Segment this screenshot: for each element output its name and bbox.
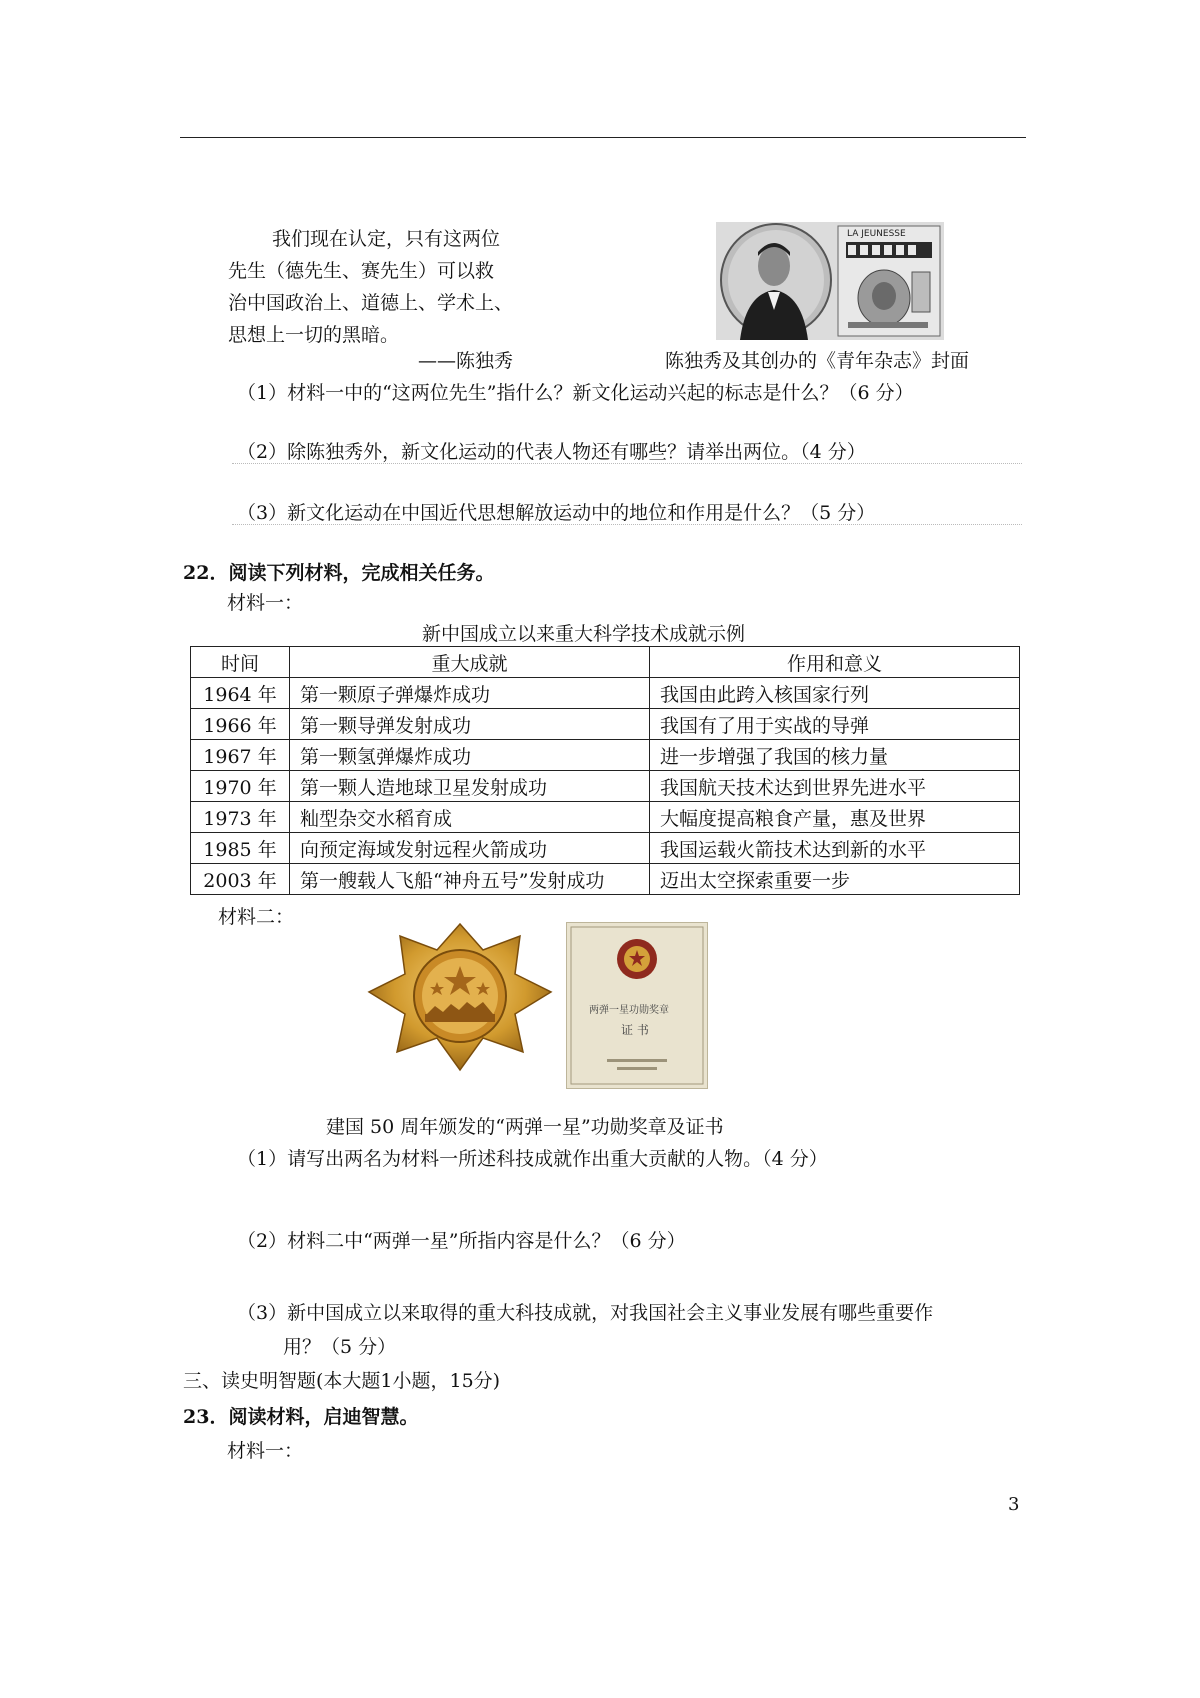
certificate-title: 两弹一星功勋奖章 — [589, 1005, 669, 1016]
table-cell: 第一艘载人飞船“神舟五号”发射成功 — [290, 864, 650, 895]
quote-line: 先生（德先生、赛先生）可以救 — [228, 260, 495, 282]
table-cell: 大幅度提高粮食产量，惠及世界 — [650, 802, 1020, 833]
q23-heading: 23．阅读材料，启迪智慧。 — [183, 1406, 419, 1428]
quote-line: 治中国政治上、道德上、学术上、 — [228, 292, 514, 314]
image-caption: 建国 50 周年颁发的“两弹一星”功勋奖章及证书 — [326, 1116, 724, 1138]
table-cell: 我国运载火箭技术达到新的水平 — [650, 833, 1020, 864]
table-row — [191, 802, 1020, 833]
table-cell: 我国由此跨入核国家行列 — [650, 678, 1020, 709]
portrait-caption: 陈独秀及其创办的《青年杂志》封面 — [665, 350, 970, 372]
section-3-heading: 三、读史明智题(本大题1小题，15分) — [183, 1370, 501, 1392]
q21-subquestion-1: （1）材料一中的“这两位先生”指什么？新文化运动兴起的标志是什么？（6 分） — [237, 382, 914, 404]
page-number: 3 — [1008, 1494, 1020, 1515]
q22-subquestion-1: （1）请写出两名为材料一所述科技成就作出重大贡献的人物。（4 分） — [237, 1148, 828, 1170]
table-row — [191, 709, 1020, 740]
q22-subquestion-2: （2）材料二中“两弹一星”所指内容是什么？（6 分） — [237, 1230, 686, 1252]
magazine-title-text: LA JEUNESSE — [847, 229, 906, 239]
material-2-label: 材料二： — [218, 906, 295, 928]
table-cell: 向预定海域发射远程火箭成功 — [290, 833, 650, 864]
table-row — [191, 771, 1020, 802]
table-row — [191, 833, 1020, 864]
table-cell: 我国有了用于实战的导弹 — [650, 709, 1020, 740]
column-header: 时间 — [191, 647, 290, 678]
table-cell: 第一颗氢弹爆炸成功 — [290, 740, 650, 771]
table-cell: 1985 年 — [191, 833, 290, 864]
material-1-label: 材料一： — [227, 592, 304, 614]
table-cell: 1967 年 — [191, 740, 290, 771]
table-cell: 进一步增强了我国的核力量 — [650, 740, 1020, 771]
table-cell: 1966 年 — [191, 709, 290, 740]
achievements-table — [190, 646, 1020, 895]
header-rule — [180, 137, 1026, 138]
quote-line: 我们现在认定，只有这两位 — [272, 228, 501, 250]
chen-duxiu-portrait-image — [716, 222, 944, 340]
table-cell: 1964 年 — [191, 678, 290, 709]
medal-certificate-image — [566, 922, 708, 1089]
q22-heading: 22．阅读下列材料，完成相关任务。 — [183, 562, 495, 584]
table-row — [191, 678, 1020, 709]
table-header-row — [191, 647, 1020, 678]
certificate-word: 证 书 — [621, 1023, 649, 1037]
column-header: 作用和意义 — [650, 647, 1020, 678]
table-row — [191, 864, 1020, 895]
table-cell: 第一颗原子弹爆炸成功 — [290, 678, 650, 709]
answer-line — [232, 524, 1022, 525]
table-cell: 第一颗人造地球卫星发射成功 — [290, 771, 650, 802]
table-cell: 我国航天技术达到世界先进水平 — [650, 771, 1020, 802]
table-row — [191, 740, 1020, 771]
table-cell: 第一颗导弹发射成功 — [290, 709, 650, 740]
table-cell: 籼型杂交水稻育成 — [290, 802, 650, 833]
quote-author: ——陈独秀 — [418, 350, 514, 372]
two-bombs-one-satellite-medal-image — [365, 922, 555, 1072]
q22-subquestion-3: （3）新中国成立以来取得的重大科技成就，对我国社会主义事业发展有哪些重要作 — [237, 1302, 934, 1324]
table-cell: 迈出太空探索重要一步 — [650, 864, 1020, 895]
quote-line: 思想上一切的黑暗。 — [228, 324, 400, 346]
q21-subquestion-2: （2）除陈独秀外，新文化运动的代表人物还有哪些？请举出两位。（4 分） — [237, 441, 866, 463]
table-title: 新中国成立以来重大科学技术成就示例 — [422, 623, 746, 645]
table-cell: 1973 年 — [191, 802, 290, 833]
table-cell: 2003 年 — [191, 864, 290, 895]
table-cell: 1970 年 — [191, 771, 290, 802]
q23-material-1-label: 材料一： — [227, 1440, 304, 1462]
answer-line — [232, 463, 1022, 464]
q21-subquestion-3: （3）新文化运动在中国近代思想解放运动中的地位和作用是什么？（5 分） — [237, 502, 876, 524]
q22-subquestion-3-continued: 用？（5 分） — [283, 1336, 397, 1358]
column-header: 重大成就 — [290, 647, 650, 678]
